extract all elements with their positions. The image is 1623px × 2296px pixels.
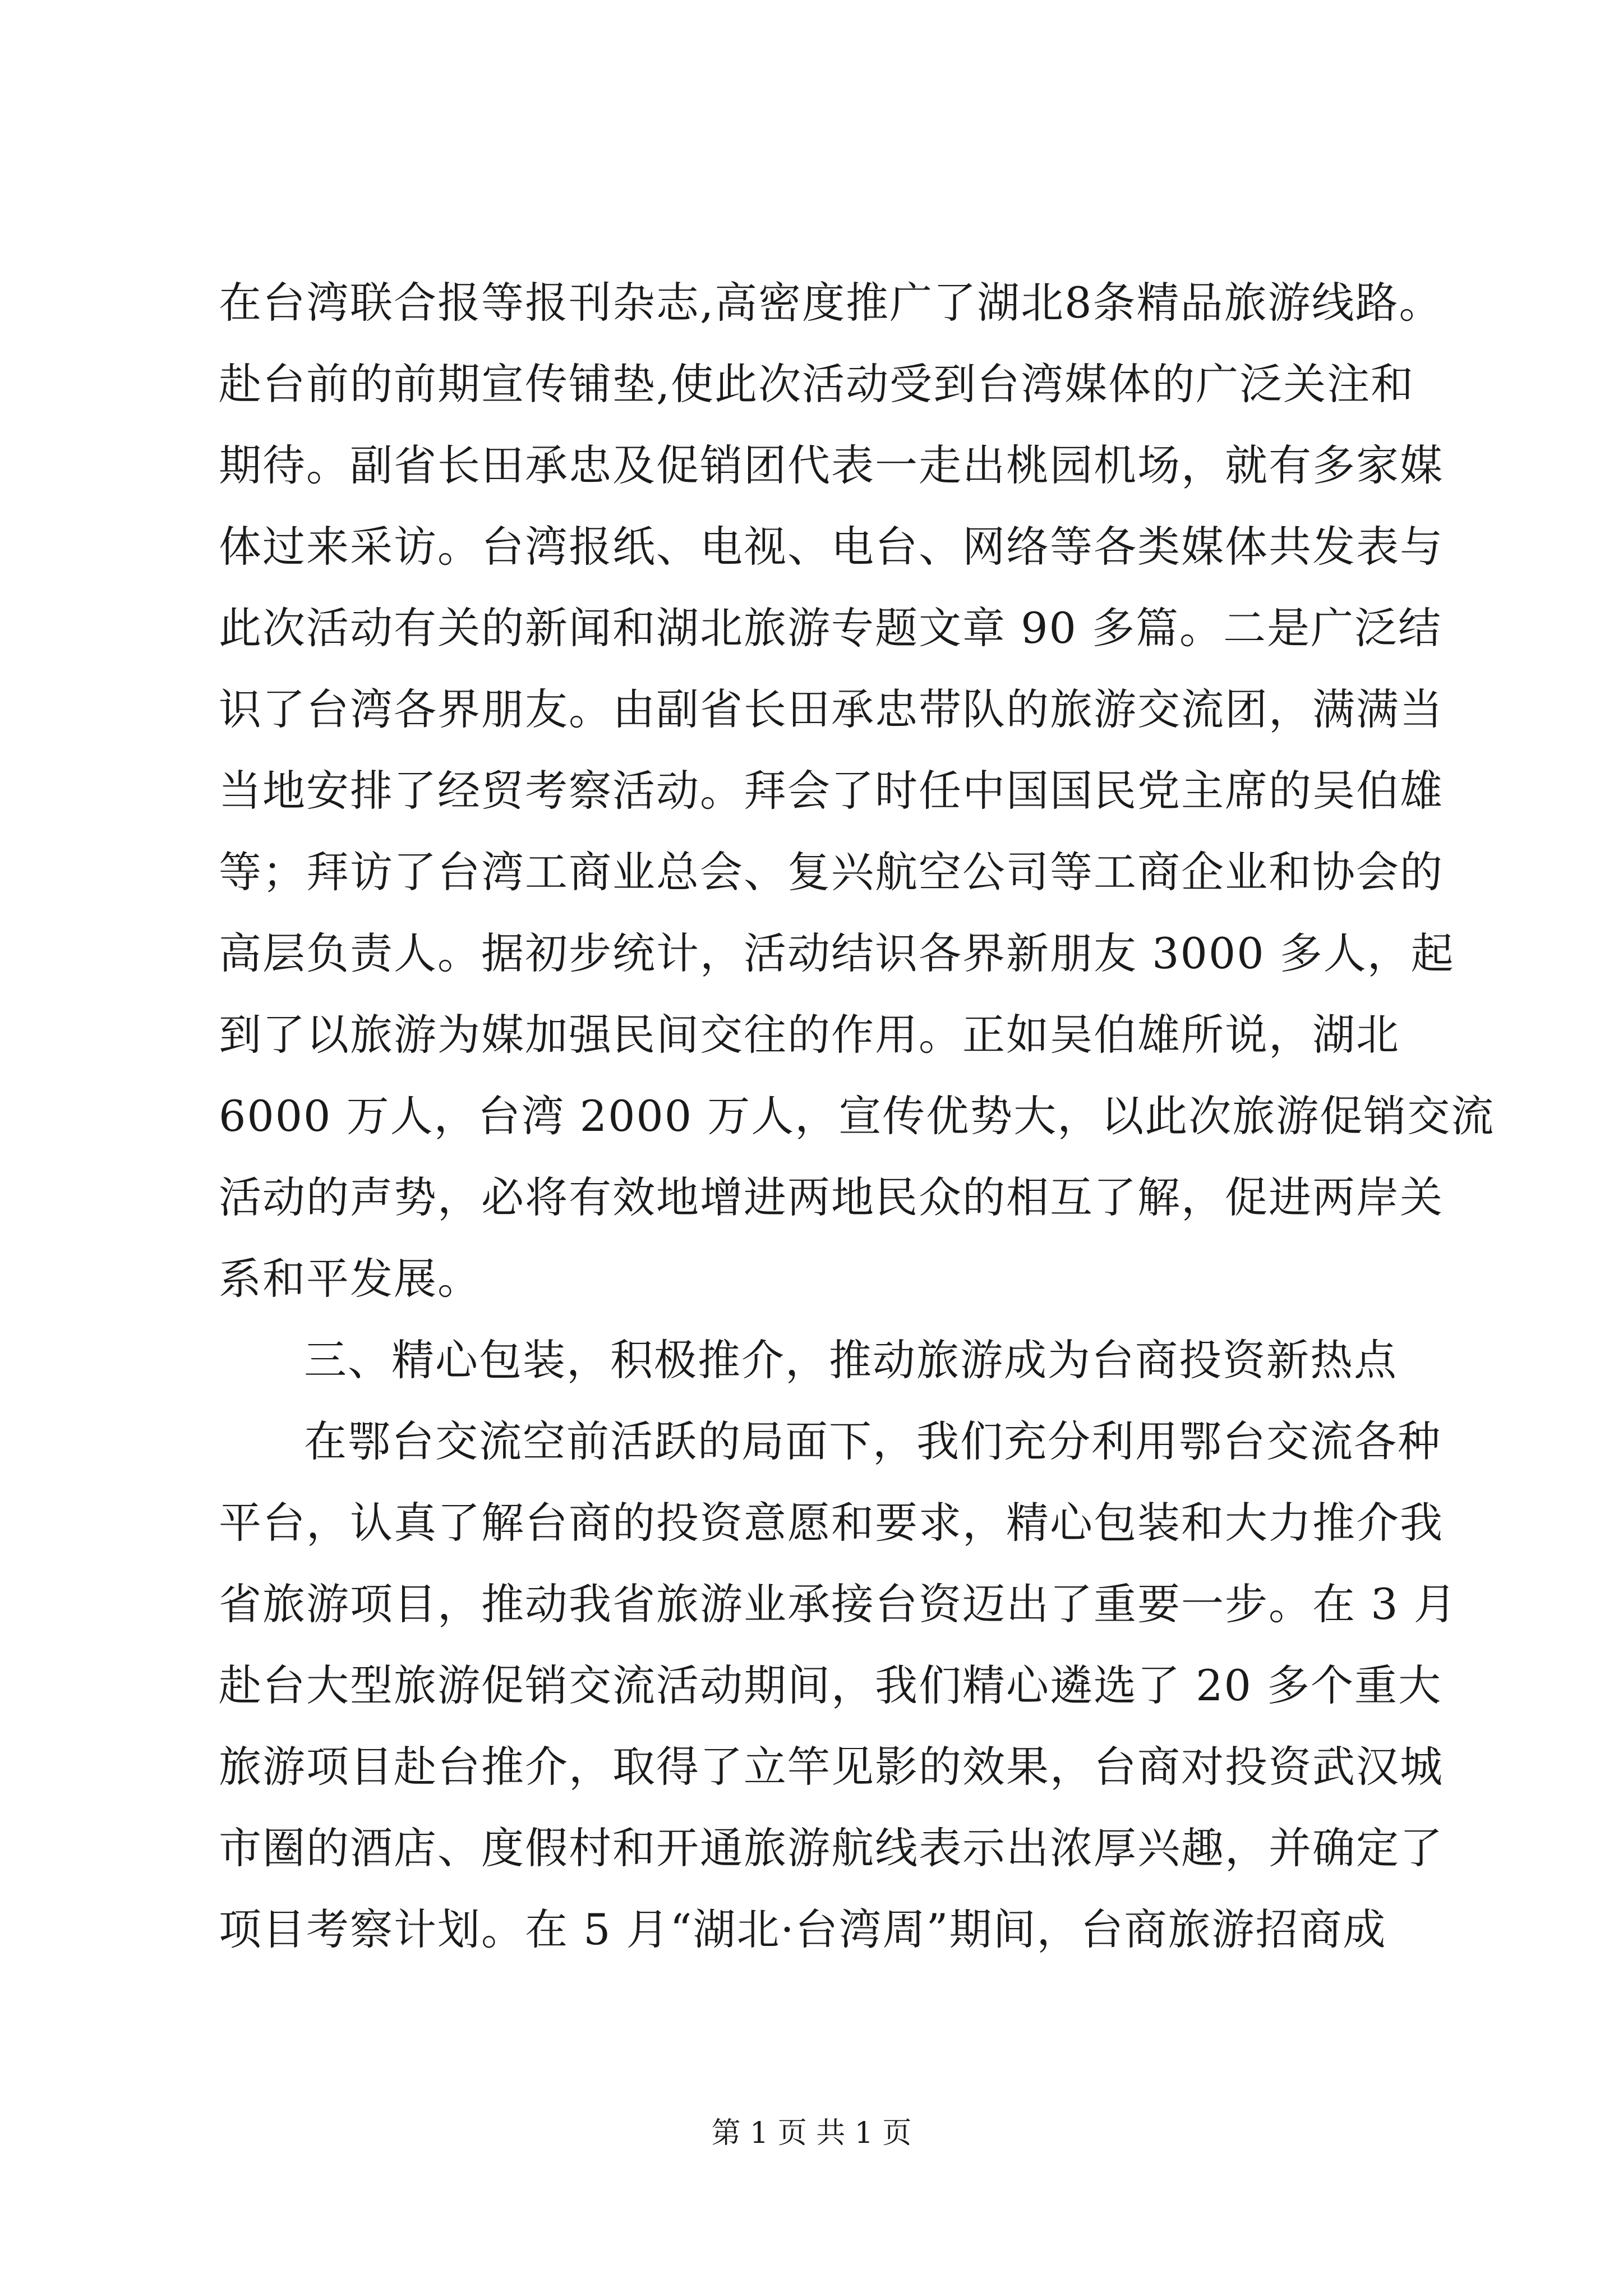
- text-line: 6000 万人，台湾 2000 万人，宣传优势大，以此次旅游促销交流: [219, 1091, 1495, 1141]
- text-line: 在鄂台交流空前活跃的局面下，我们充分利用鄂台交流各种: [304, 1416, 1441, 1466]
- text-line: 到了以旅游为媒加强民间交往的作用。正如吴伯雄所说，湖北: [219, 1010, 1400, 1060]
- text-line: 等；拜访了台湾工商业总会、复兴航空公司等工商企业和协会的: [219, 847, 1444, 897]
- text-line: 平台，认真了解台商的投资意愿和要求，精心包装和大力推介我: [219, 1498, 1444, 1548]
- section-heading: 三、精心包装，积极推介，推动旅游成为台商投资新热点: [304, 1335, 1398, 1385]
- text-line: 赴台大型旅游促销交流活动期间，我们精心遴选了 20 多个重大: [219, 1660, 1442, 1710]
- text-line: 市圈的酒店、度假村和开通旅游航线表示出浓厚兴趣，并确定了: [219, 1823, 1444, 1873]
- text-line: 期待。副省长田承忠及促销团代表一走出桃园机场，就有多家媒: [219, 440, 1444, 490]
- text-line: 省旅游项目，推动我省旅游业承接台资迈出了重要一步。在 3 月: [219, 1579, 1458, 1629]
- text-line: 在台湾联合报等报刊杂志,高密度推广了湖北8条精品旅游线路。: [219, 278, 1443, 328]
- text-line: 活动的声势，必将有效地增进两地民众的相互了解，促进两岸关: [219, 1172, 1444, 1222]
- text-line: 赴台前的前期宣传铺垫,使此次活动受到台湾媒体的广泛关注和: [219, 359, 1415, 409]
- text-line: 当地安排了经贸考察活动。拜会了时任中国国民党主席的吴伯雄: [219, 766, 1444, 816]
- text-line: 项目考察计划。在 5 月“湖北·台湾周”期间，台商旅游招商成: [219, 1904, 1387, 1954]
- text-line: 此次活动有关的新闻和湖北旅游专题文章 90 多篇。二是广泛结: [219, 603, 1442, 653]
- text-line: 旅游项目赴台推介，取得了立竿见影的效果，台商对投资武汉城: [219, 1742, 1444, 1792]
- page-footer: 第 1 页 共 1 页: [711, 2116, 912, 2150]
- text-line: 系和平发展。: [219, 1254, 481, 1304]
- text-line: 识了台湾各界朋友。由副省长田承忠带队的旅游交流团，满满当: [219, 684, 1444, 734]
- text-line: 体过来采访。台湾报纸、电视、电台、网络等各类媒体共发表与: [219, 522, 1444, 572]
- text-line: 高层负责人。据初步统计，活动结识各界新朋友 3000 多人，起: [219, 928, 1455, 978]
